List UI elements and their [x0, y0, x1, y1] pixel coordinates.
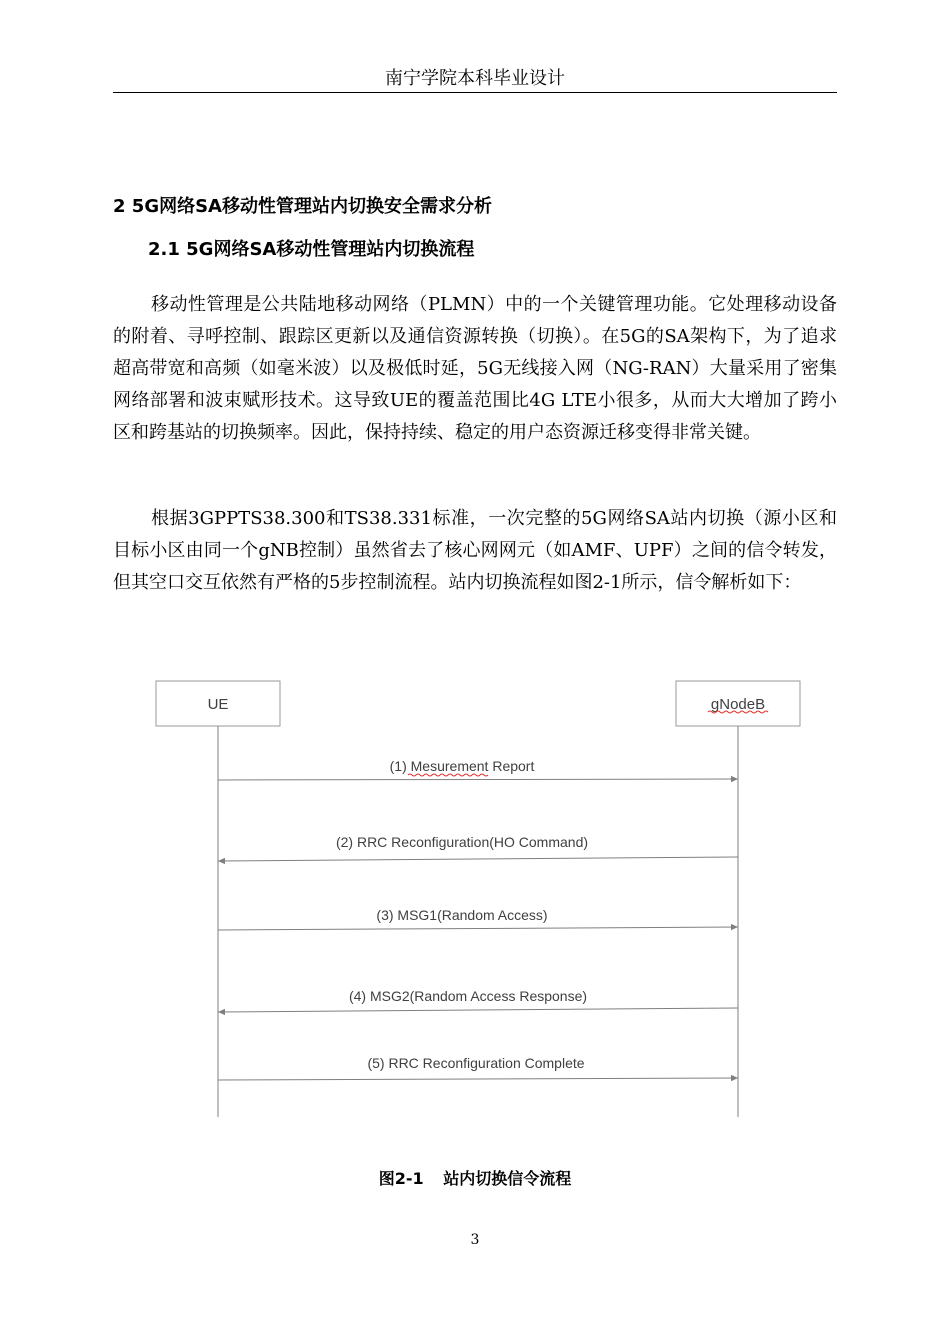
section-heading: 2 5G网络SA移动性管理站内切换安全需求分析: [113, 196, 492, 217]
message-3-label: (3) MSG1(Random Access): [376, 907, 548, 923]
message-1-label: (1) Mesurement Report: [389, 758, 535, 774]
paragraph-2: 根据3GPPTS38.300和TS38.331标准，一次完整的5G网络SA站内切换（源小区和目标小区由同一个gNB控制）虽然省去了核心网网元（如AMF、UPF）之间的信令转发，但其空口交互依然有严格的5步控制流程。站内切换流程如图2-1所示，信令解析如下：: [113, 508, 837, 593]
message-4-arrow: [218, 1008, 738, 1012]
message-4: [218, 988, 738, 1012]
spellcheck-underline: [408, 774, 488, 776]
message-3: [218, 907, 738, 930]
message-2-arrow: [218, 857, 738, 861]
entity-ue-label: UE: [207, 696, 229, 713]
sequence-diagram: [150, 675, 810, 1125]
message-1: [218, 758, 738, 780]
figure-number: 图2-1: [378, 1169, 424, 1188]
figure-caption: [0, 1167, 950, 1191]
message-3-arrow: [218, 927, 738, 930]
header-title: 南宁学院本科毕业设计: [385, 68, 565, 89]
entity-gnodeb-label: gNodeB: [710, 696, 766, 713]
page-number: 3: [470, 1232, 480, 1248]
message-4-label: (4) MSG2(Random Access Response): [348, 988, 588, 1004]
message-2-label: (2) RRC Reconfiguration(HO Command): [335, 834, 589, 850]
page-header: [113, 66, 837, 93]
message-5-arrow: [218, 1078, 738, 1080]
message-1-arrow: [218, 779, 738, 780]
entity-ue: [156, 681, 280, 726]
message-2: [218, 834, 738, 861]
message-5-label: (5) RRC Reconfiguration Complete: [367, 1055, 585, 1071]
entity-gnodeb: [676, 681, 800, 726]
paragraph-1: 移动性管理是公共陆地移动网络（PLMN）中的一个关键管理功能。它处理移动设备的附着、寻呼控制、跟踪区更新以及通信资源转换（切换）。在5G的SA架构下，为了追求超高带宽和高频（如毫米波）以及极低时延，5G无线接入网（NG-RAN）大量采用了密集网络部署和波束赋形技术。这导致UE的覆盖范围比4G LTE小很多，从而大大增加了跨小区和跨基站的切换频率。因此，保持持续、稳定的用户态资源迁移变得非常关键。: [113, 294, 837, 443]
figure-caption-text: 站内切换信令流程: [443, 1169, 572, 1188]
message-5: [218, 1055, 738, 1080]
subsection-heading: 2.1 5G网络SA移动性管理站内切换流程: [148, 239, 475, 260]
